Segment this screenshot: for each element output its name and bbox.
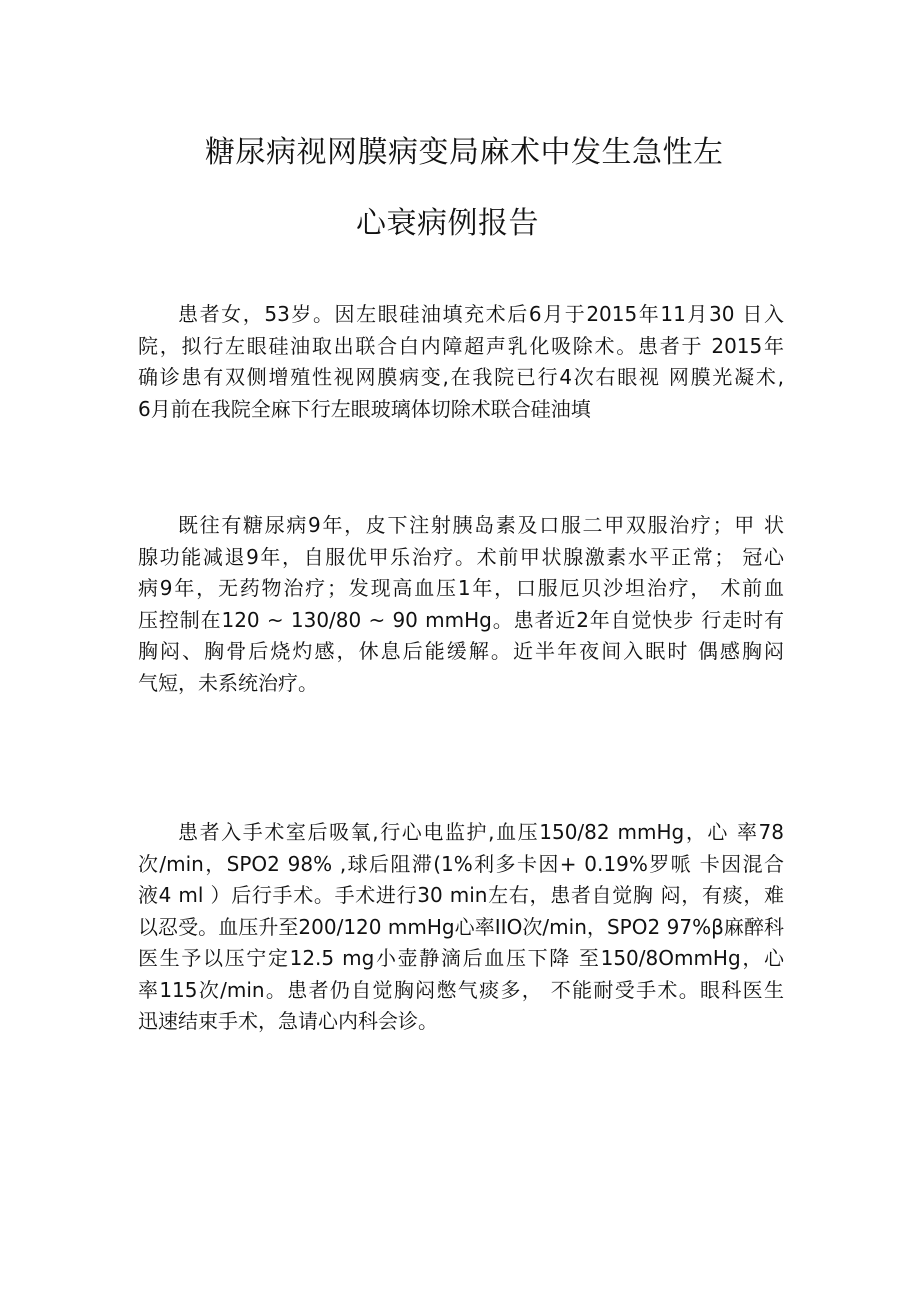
paragraph-line: 患者女，53岁。因左眼硅油填充术后6月于2015年11月30 日入 <box>178 302 784 326</box>
paragraph-line: 液4 ml ）后行手术。手术进行30 min左右，患者自觉胸 闷，有痰，难 <box>138 883 784 907</box>
paragraph-line: 率115次/min。患者仍自觉胸闷憋气痰多， 不能耐受手术。眼科医生 <box>138 977 784 1002</box>
paragraph-line: 气短，未系统治疗。 <box>138 670 318 695</box>
paragraph-line: 6月前在我院全麻下行左眼玻璃体切除术联合硅油填 <box>138 396 591 421</box>
paragraph-3 <box>138 820 784 1041</box>
title-line-2: 心衰病例报告 <box>356 206 539 241</box>
paragraph-line: 次/min，SPO2 98% ,球后阻滞(1%利多卡因+ 0.19%罗哌 卡因混合 <box>138 851 784 876</box>
paragraph-line: 院，拟行左眼硅油取出联合白内障超声乳化吸除术。患者于 2015年 <box>138 333 784 358</box>
paragraph-line: 压控制在120 ~ 130/80 ~ 90 mmHg。患者近2年自觉快步 行走时有 <box>138 607 784 632</box>
paragraph-1 <box>138 302 784 428</box>
paragraph-2 <box>138 513 784 702</box>
paragraph-line: 患者入手术室后吸氧,行心电监护,血压150/82 mmHg，心 率78 <box>178 820 784 844</box>
paragraph-line: 腺功能减退9年，自服优甲乐治疗。术前甲状腺激素水平正常； 冠心 <box>138 544 784 569</box>
paragraph-line: 以忍受。血压升至200/120 mmHg心率IIO次/min，SPO2 97%β麻醉科 <box>138 914 784 939</box>
paragraph-line: 胸闷、胸骨后烧灼感，休息后能缓解。近半年夜间入眠时 偶感胸闷 <box>138 639 784 663</box>
paragraph-line: 确诊患有双侧增殖性视网膜病变,在我院已行4次右眼视 网膜光凝术, <box>138 365 784 389</box>
paragraph-line: 迅速结束手术，急请心内科会诊。 <box>138 1009 438 1033</box>
paragraph-line: 既往有糖尿病9年，皮下注射胰岛素及口服二甲双服治疗；甲 状 <box>178 513 784 537</box>
paragraph-line: 医生予以压宁定12.5 mg小壶静滴后血压下降 至150/8OmmHg，心 <box>138 946 784 970</box>
paragraph-line: 病9年，无药物治疗；发现高血压1年，口服厄贝沙坦治疗， 术前血 <box>138 576 784 600</box>
title-line-1: 糖尿病视网膜病变局麻术中发生急性左 <box>205 135 724 170</box>
